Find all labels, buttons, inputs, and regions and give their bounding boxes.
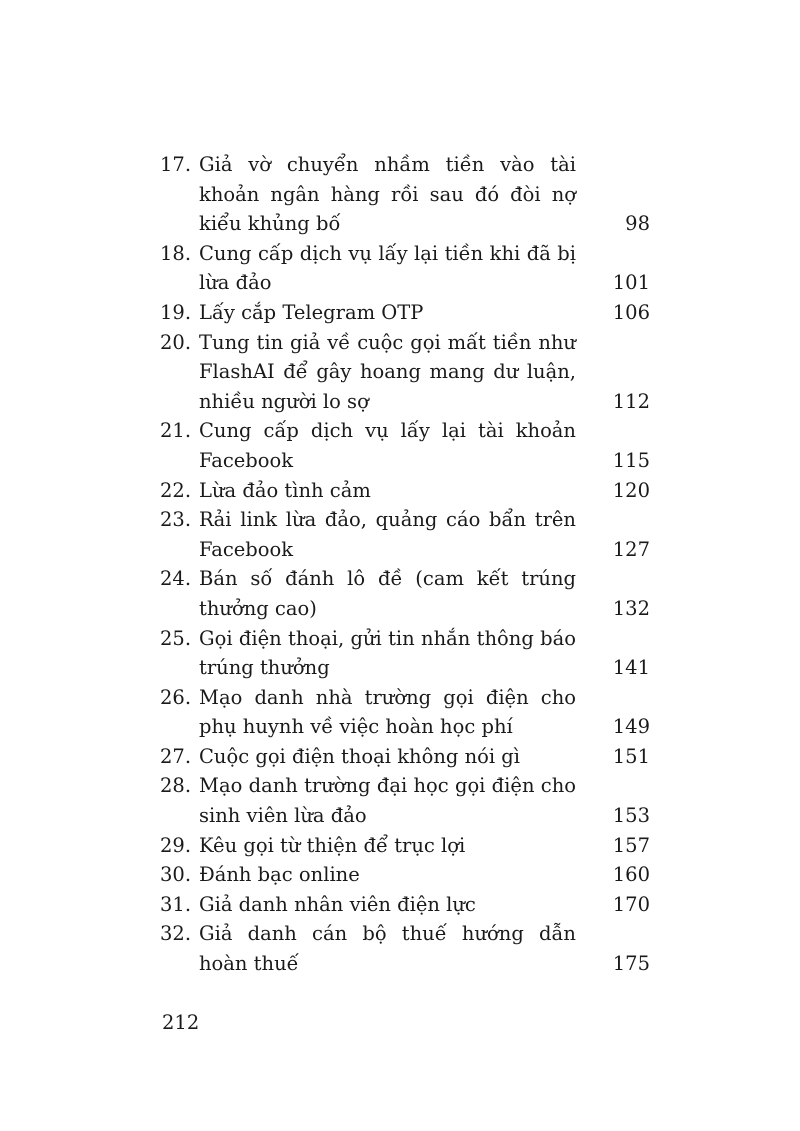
toc-entry-page: 127 [612,537,650,561]
toc-entry-27 [160,742,650,772]
toc-entry-page: 101 [612,271,650,295]
toc-entry-18 [160,239,650,298]
toc-entry-24 [160,564,650,623]
toc-entry-20 [160,328,650,417]
toc-entry-22 [160,476,650,506]
toc-entry-28 [160,771,650,830]
toc-entry-number: 20. [160,330,192,354]
toc-entry-17 [160,150,650,239]
page-number: 212 [162,1011,200,1034]
toc-entry-page: 175 [612,952,650,976]
toc-entry-title: Lừa đảo tình cảm [199,478,371,502]
toc-entry-title: Mạo danh nhà trường gọi điện cho phụ huynh về việc hoàn học phí [199,685,576,739]
toc-entry-19 [160,298,650,328]
toc-entry-30 [160,860,650,890]
toc-entry-number: 17. [160,153,192,176]
toc-entry-29 [160,831,650,861]
toc-entry-page: 141 [612,656,650,680]
toc-entry-title: Mạo danh trường đại học gọi điện cho sinh viên lừa đảo [199,774,576,828]
toc-entry-number: 31. [160,892,192,916]
toc-entry-25 [160,624,650,683]
toc-entry-number: 24. [160,567,192,591]
toc-entry-page: 98 [625,212,650,236]
toc-entry-page: 151 [612,744,650,768]
toc-entry-title: Lấy cắp Telegram OTP [199,300,424,324]
toc-entry-21 [160,416,650,475]
toc-entry-number: 32. [160,922,192,946]
toc-entry-page: 120 [612,478,650,502]
toc-entry-number: 19. [160,300,192,324]
toc-entry-page: 160 [612,863,650,887]
toc-entry-page: 153 [612,804,650,828]
toc-entry-number: 18. [160,241,192,265]
toc-entry-title: Cung cấp dịch vụ lấy lại tài khoản Facebook [199,419,576,472]
toc-entry-number: 25. [160,626,192,650]
table-of-contents [160,150,650,979]
toc-entry-page: 132 [612,596,650,620]
toc-entry-number: 22. [160,478,192,502]
toc-entry-title: Giả vờ chuyển nhầm tiền vào tài khoản ngân hàng rồi sau đó đòi nợ kiểu khủng bố [199,153,576,236]
toc-entry-title: Đánh bạc online [199,863,360,887]
toc-entry-number: 26. [160,685,192,709]
toc-entry-title: Cung cấp dịch vụ lấy lại tiền khi đã bị lừa đảo [199,241,576,295]
toc-entry-title: Kêu gọi từ thiện để trục lợi [199,833,466,857]
toc-entry-title: Giả danh nhân viên điện lực [199,892,476,916]
toc-entry-number: 28. [160,774,192,798]
toc-entry-page: 115 [612,448,650,472]
toc-entry-title: Tung tin giả về cuộc gọi mất tiền như FlashAI để gây hoang mang dư luận, nhiều người lo sợ [199,330,576,413]
toc-entry-number: 21. [160,419,192,443]
toc-entry-page: 157 [612,833,650,857]
toc-entry-23 [160,505,650,564]
toc-entry-page: 170 [612,892,650,916]
toc-entry-title: Bán số đánh lô đề (cam kết trúng thưởng cao) [199,567,576,620]
toc-entry-page: 112 [612,389,650,413]
toc-entry-title: Rải link lừa đảo, quảng cáo bẩn trên Facebook [199,508,576,561]
toc-entry-number: 30. [160,863,192,887]
toc-entry-title: Gọi điện thoại, gửi tin nhắn thông báo trúng thưởng [199,626,576,680]
toc-entry-32 [160,919,650,978]
toc-entry-page: 149 [612,715,650,739]
toc-entry-number: 23. [160,508,192,532]
toc-entry-31 [160,890,650,920]
toc-entry-title: Cuộc gọi điện thoại không nói gì [199,744,521,768]
toc-entry-26 [160,683,650,742]
toc-entry-number: 29. [160,833,192,857]
toc-entry-page: 106 [612,300,650,324]
toc-entry-number: 27. [160,744,192,768]
toc-entry-title: Giả danh cán bộ thuế hướng dẫn hoàn thuế [199,922,576,976]
